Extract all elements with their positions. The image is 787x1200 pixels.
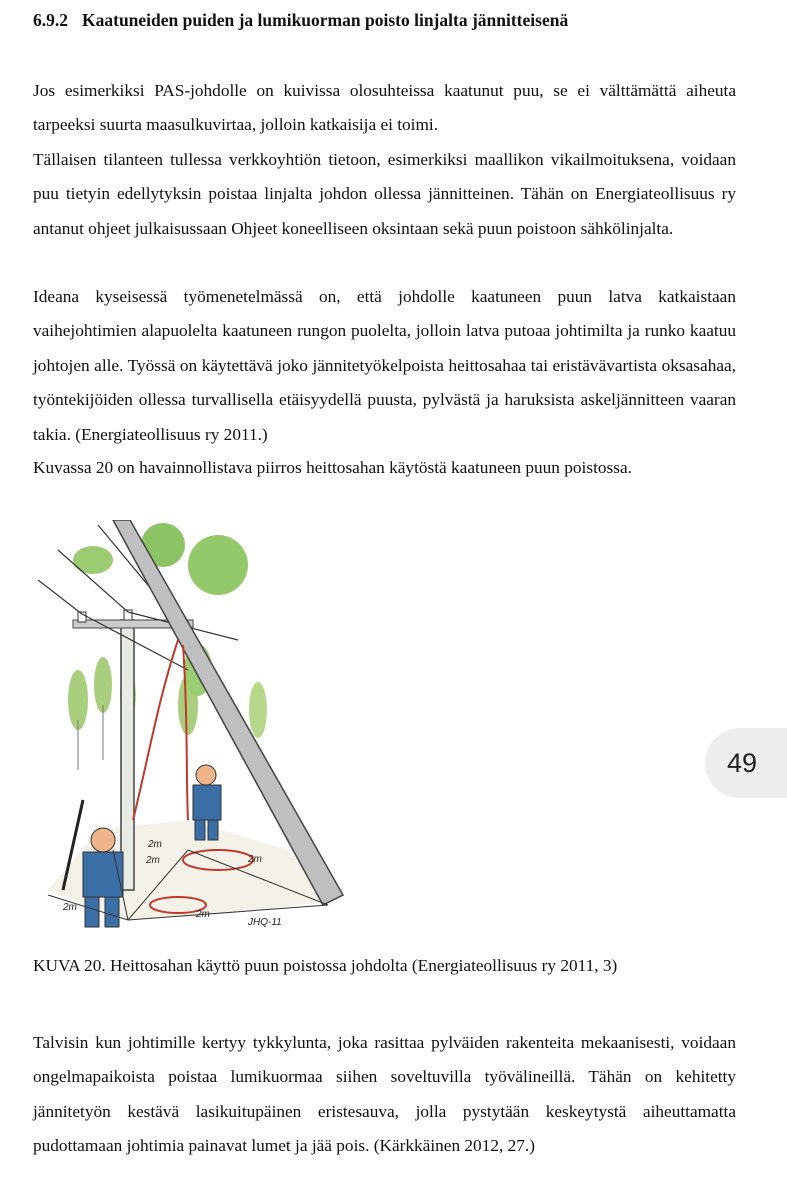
paragraph-figure-reference: Kuvassa 20 on havainnollistava piirros heittosahan käytöstä kaatuneen puun poistossa. [33, 458, 632, 477]
section-title: Kaatuneiden puiden ja lumikuorman poisto linjalta jännitteisenä [82, 10, 569, 30]
distance-label-1: 2m [148, 839, 162, 850]
paragraph-method: Ideana kyseisessä työmenetelmässä on, että johdolle kaatuneen puun latva katkaistaan vaihejohtimien alapuolelta kaatuneen rungon puolelta, jolloin latva putoaa johtimilta ja runko kaatuu johtojen alle. Työssä on käytettävä joko jännitetyökelpoista heittosahaa tai eristävävartista oksasahaa, työntekijöiden ollessa turvallisella etäisyydellä puusta, pylvästä ja haruksista askeljännitteen vaaran takia. (Energiateollisuus ry 2011.) [33, 287, 736, 444]
paragraph-situation: Tällaisen tilanteen tullessa verkkoyhtiön tietoon, esimerkiksi maallikon vikailmoituksena, voidaan puu tietyin edellytyksin poistaa linjalta johdon ollessa jännitteinen. Tähän on Energiateollisuus ry antanut ohjeet julkaisussaan Ohjeet koneelliseen oksintaan sekä puun poistoon sähkölinjalta. [33, 150, 736, 238]
distance-label-3: 2m [248, 854, 262, 865]
paragraph-snow-load: Talvisin kun johtimille kertyy tykkylunta, joka rasittaa pylväiden rakenteita mekaanisesti, voidaan ongelmapaikoista poistaa lumikuormaa siihen soveltuvilla työvälineillä. Tähän on kehitetty jännitetyön kestävä lasikuitupäinen eristesauva, jolla pystytään keskeytystä aiheuttamatta pudottamaan johtimia painavat lumet ja jää pois. (Kärkkäinen 2012, 27.) [33, 1033, 736, 1156]
saw-rope [133, 640, 188, 820]
distance-label-5: 2m [63, 902, 77, 913]
section-heading [33, 10, 568, 31]
page-number-badge [705, 728, 787, 798]
illustration-drawing [38, 520, 348, 950]
section-number: 6.9.2 [33, 10, 68, 30]
paragraph-intro: Jos esimerkiksi PAS-johdolle on kuivissa olosuhteissa kaatunut puu, se ei välttämättä aiheuta tarpeeksi suurta maasulkuvirtaa, jolloin katkaisija ei toimi. [33, 81, 736, 135]
page-number: 49 [727, 747, 758, 778]
signature: JHQ-11 [248, 917, 282, 928]
distance-label-2: 2m [146, 855, 160, 866]
power-pole [121, 620, 134, 890]
illustration-throwing-saw [38, 520, 348, 950]
figure-caption: KUVA 20. Heittosahan käyttö puun poistossa johdolta (Energiateollisuus ry 2011, 3) [33, 956, 618, 975]
distance-label-4: 2m [196, 909, 210, 920]
